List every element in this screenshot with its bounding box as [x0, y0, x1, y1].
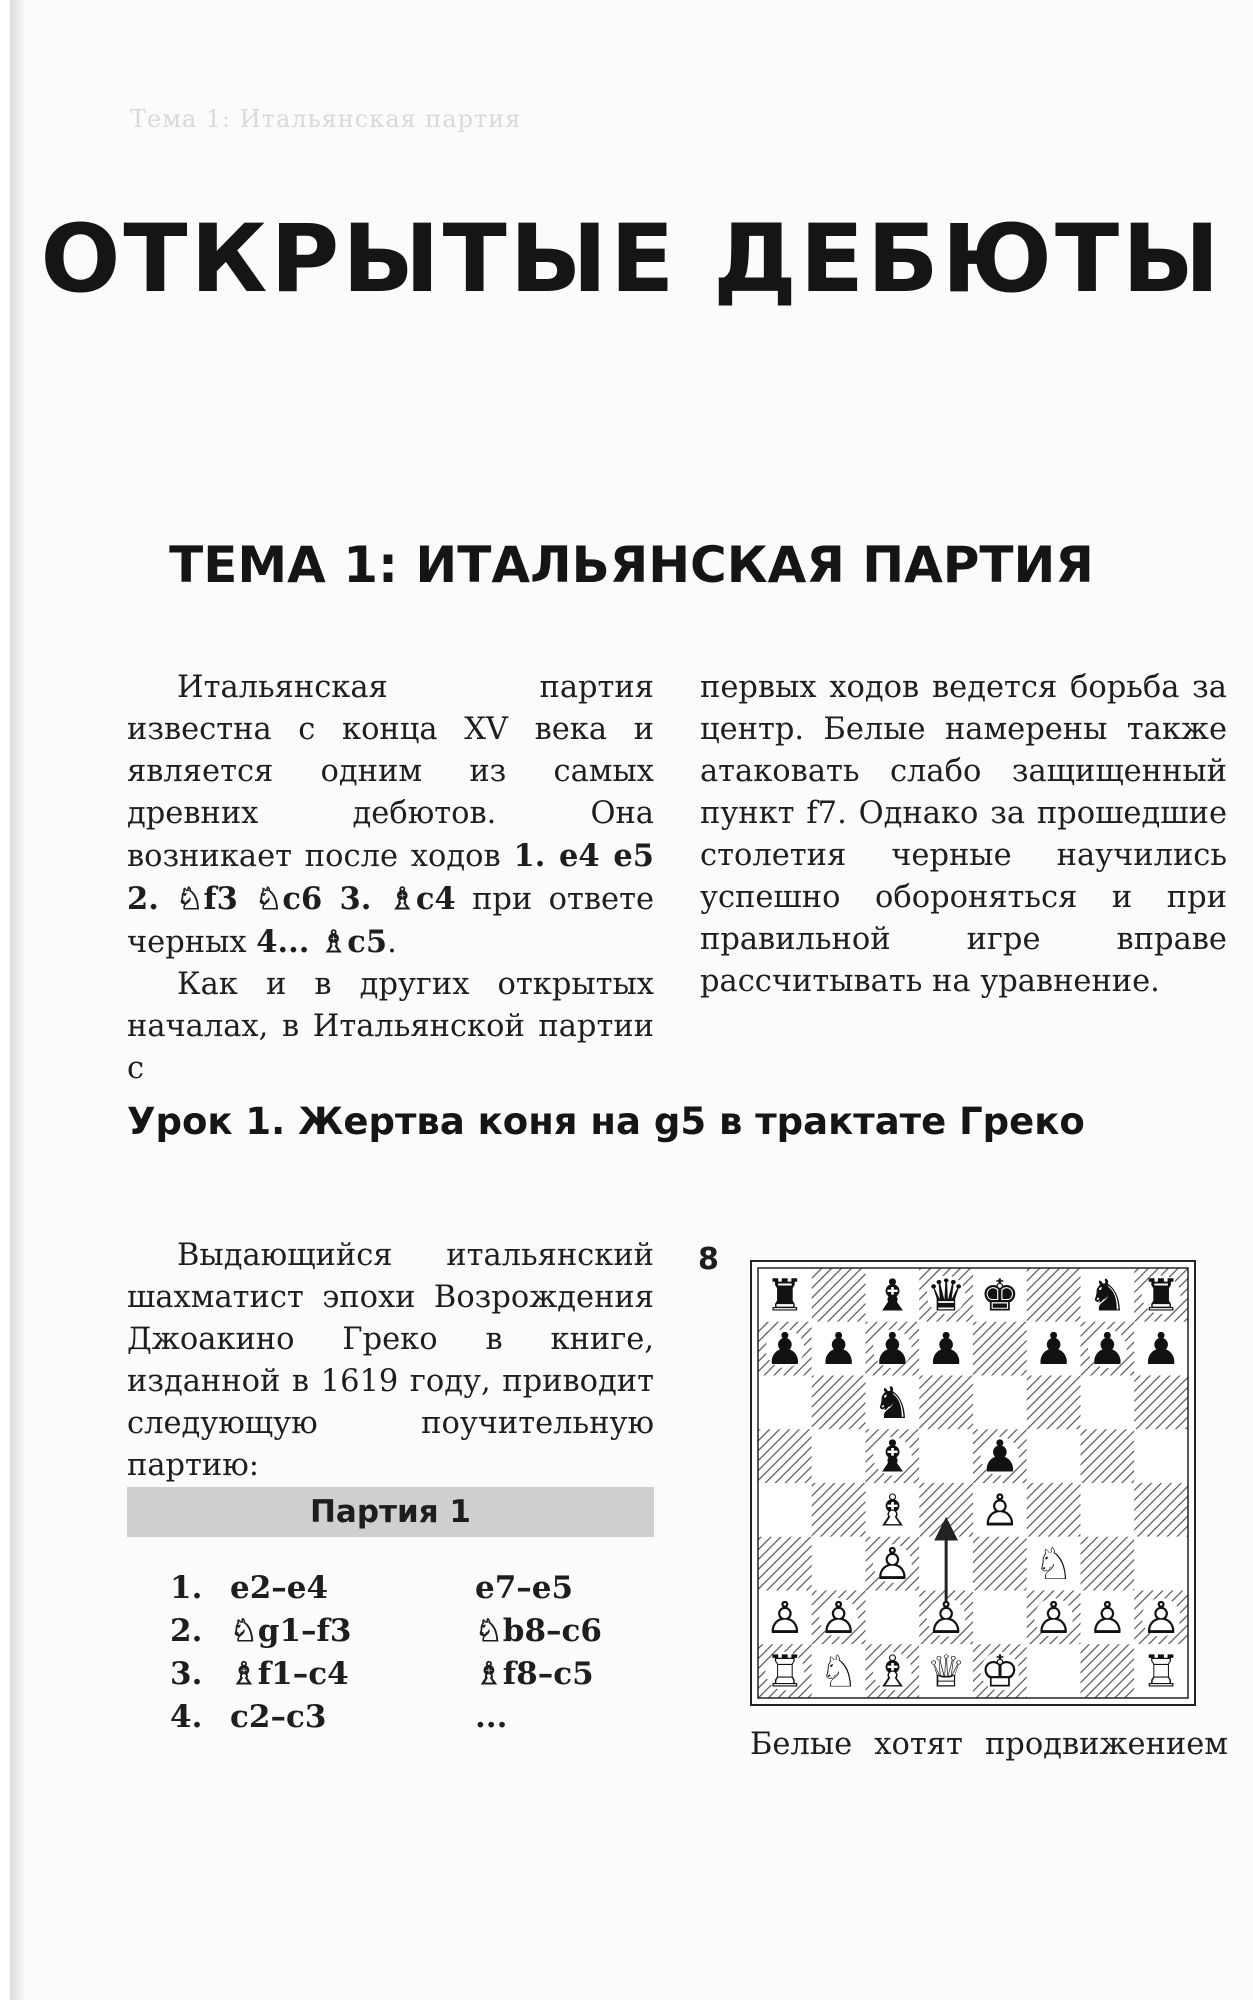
chapter-title: ОТКРЫТЫЕ ДЕБЮТЫ: [40, 205, 1223, 314]
black-rook-icon: ♜: [1141, 1270, 1181, 1322]
white-king-icon: ♔: [980, 1646, 1020, 1698]
white-pawn-icon: ♙: [818, 1592, 859, 1644]
light-square: [758, 1483, 812, 1537]
lesson-paragraph: Выдающийся итальянский шахматист эпохи Возрождения Джоакино Греко в книге, изданной в 1619 году, приводит следующую поучительную партию:: [127, 1238, 654, 1483]
black-move: e7–e5: [475, 1569, 574, 1606]
move-number: 2.: [170, 1612, 203, 1649]
white-move: c2–c3: [230, 1698, 327, 1735]
white-pawn-icon: ♙: [926, 1592, 966, 1644]
black-reply: 4... ♗c5: [256, 924, 388, 960]
black-pawn-icon: ♟: [872, 1324, 913, 1376]
black-pawn-icon: ♟: [765, 1324, 805, 1376]
intro-left-column: [127, 667, 654, 1090]
chess-diagram: [750, 1260, 1196, 1706]
white-pawn-icon: ♙: [872, 1539, 913, 1591]
diagram-caption: Белые хотят продвижением: [750, 1727, 1228, 1762]
black-pawn-icon: ♟: [1033, 1324, 1074, 1376]
white-rook-icon: ♖: [765, 1646, 805, 1698]
dark-square: [1134, 1376, 1188, 1430]
intro-paragraph-continued: первых ходов ведется борьба за центр. Белые намерены также атаковать слабо защищенный пункт f7. Однако за прошедшие столетия черные научились успешно обороняться и при правильной игре вправе рассчитывать на уравнение.: [700, 670, 1227, 999]
black-pawn-icon: ♟: [980, 1431, 1020, 1483]
dark-square: [812, 1376, 866, 1430]
black-move: ...: [475, 1698, 508, 1735]
intro-paragraph-2: Как и в других открытых началах, в Итальянской партии с: [127, 967, 654, 1086]
light-square: [1027, 1644, 1081, 1698]
light-square: [1134, 1429, 1188, 1483]
white-pawn-icon: ♙: [1087, 1592, 1128, 1644]
dark-square: [1027, 1376, 1081, 1430]
black-bishop-icon: ♝: [872, 1431, 913, 1483]
move-row: [170, 1695, 602, 1738]
dark-square: [758, 1537, 812, 1591]
game-moves-table: [170, 1566, 602, 1738]
light-square: [812, 1537, 866, 1591]
light-square: [1081, 1376, 1135, 1430]
light-square: [812, 1429, 866, 1483]
diagram-rank-label: 8: [698, 1242, 719, 1277]
move-row: [170, 1652, 602, 1695]
dark-square: [973, 1322, 1027, 1376]
white-pawn-icon: ♙: [980, 1485, 1020, 1537]
light-square: [1134, 1537, 1188, 1591]
dark-square: [973, 1537, 1027, 1591]
dark-square: [812, 1268, 866, 1322]
white-queen-icon: ♕: [926, 1646, 966, 1698]
white-move: e2–e4: [230, 1569, 329, 1606]
black-bishop-icon: ♝: [872, 1270, 913, 1322]
intro-right-column: [700, 667, 1227, 1003]
lesson-title: Урок 1. Жертва коня на g5 в трактате Греко: [127, 1100, 1085, 1143]
dark-square: [758, 1429, 812, 1483]
move-number: 3.: [170, 1655, 203, 1692]
light-square: [866, 1591, 920, 1645]
lesson-text-column: [127, 1235, 654, 1487]
white-knight-icon: ♘: [1033, 1539, 1074, 1591]
topic-title: ТЕМА 1: ИТАЛЬЯНСКАЯ ПАРТИЯ: [169, 536, 1094, 594]
black-pawn-icon: ♟: [818, 1324, 859, 1376]
black-king-icon: ♚: [980, 1270, 1020, 1322]
light-square: [973, 1376, 1027, 1430]
light-square: [758, 1376, 812, 1430]
black-pawn-icon: ♟: [1141, 1324, 1181, 1376]
dark-square: [1081, 1537, 1135, 1591]
white-pawn-icon: ♙: [765, 1592, 805, 1644]
move-number: 1.: [170, 1569, 203, 1606]
white-knight-icon: ♘: [818, 1646, 859, 1698]
white-move: ♘g1–f3: [230, 1612, 352, 1649]
black-pawn-icon: ♟: [926, 1324, 966, 1376]
move-number: 4.: [170, 1698, 203, 1735]
light-square: [973, 1591, 1027, 1645]
white-pawn-icon: ♙: [1033, 1592, 1074, 1644]
black-knight-icon: ♞: [1087, 1270, 1128, 1322]
dark-square: [812, 1483, 866, 1537]
white-move: ♗f1–c4: [230, 1655, 349, 1692]
light-square: [919, 1429, 973, 1483]
dark-square: [1081, 1644, 1135, 1698]
black-queen-icon: ♛: [926, 1270, 966, 1322]
dark-square: [1027, 1483, 1081, 1537]
light-square: [1027, 1429, 1081, 1483]
opening-moves: 1. e4 e5 2. ♘f3 ♘c6 3. ♗c4: [127, 838, 654, 917]
black-knight-icon: ♞: [872, 1377, 913, 1429]
bleed-through-header: Тема 1: Итальянская партия: [130, 105, 522, 133]
dark-square: [1134, 1483, 1188, 1537]
intro-paragraph-1: Итальянская партия известна с конца XV века и является одним из самых древних дебютов. Она возникает после ходов 1. e4 e5 2. ♘f3 ♘c6 3. ♗c4 при ответе черных 4... ♗c5.: [127, 670, 654, 960]
black-move: ♘b8–c6: [475, 1612, 602, 1649]
dark-square: [1081, 1429, 1135, 1483]
move-row: [170, 1566, 602, 1609]
dark-square: [919, 1376, 973, 1430]
book-page: [10, 0, 1253, 2000]
white-pawn-icon: ♙: [1141, 1592, 1181, 1644]
white-rook-icon: ♖: [1141, 1646, 1181, 1698]
dark-square: [1027, 1268, 1081, 1322]
game-label-banner: Партия 1: [127, 1487, 654, 1537]
white-bishop-icon: ♗: [872, 1646, 913, 1698]
black-rook-icon: ♜: [765, 1270, 805, 1322]
light-square: [1081, 1483, 1135, 1537]
white-bishop-icon: ♗: [872, 1485, 913, 1537]
black-pawn-icon: ♟: [1087, 1324, 1128, 1376]
move-row: [170, 1609, 602, 1652]
black-move: ♗f8–c5: [475, 1655, 594, 1692]
